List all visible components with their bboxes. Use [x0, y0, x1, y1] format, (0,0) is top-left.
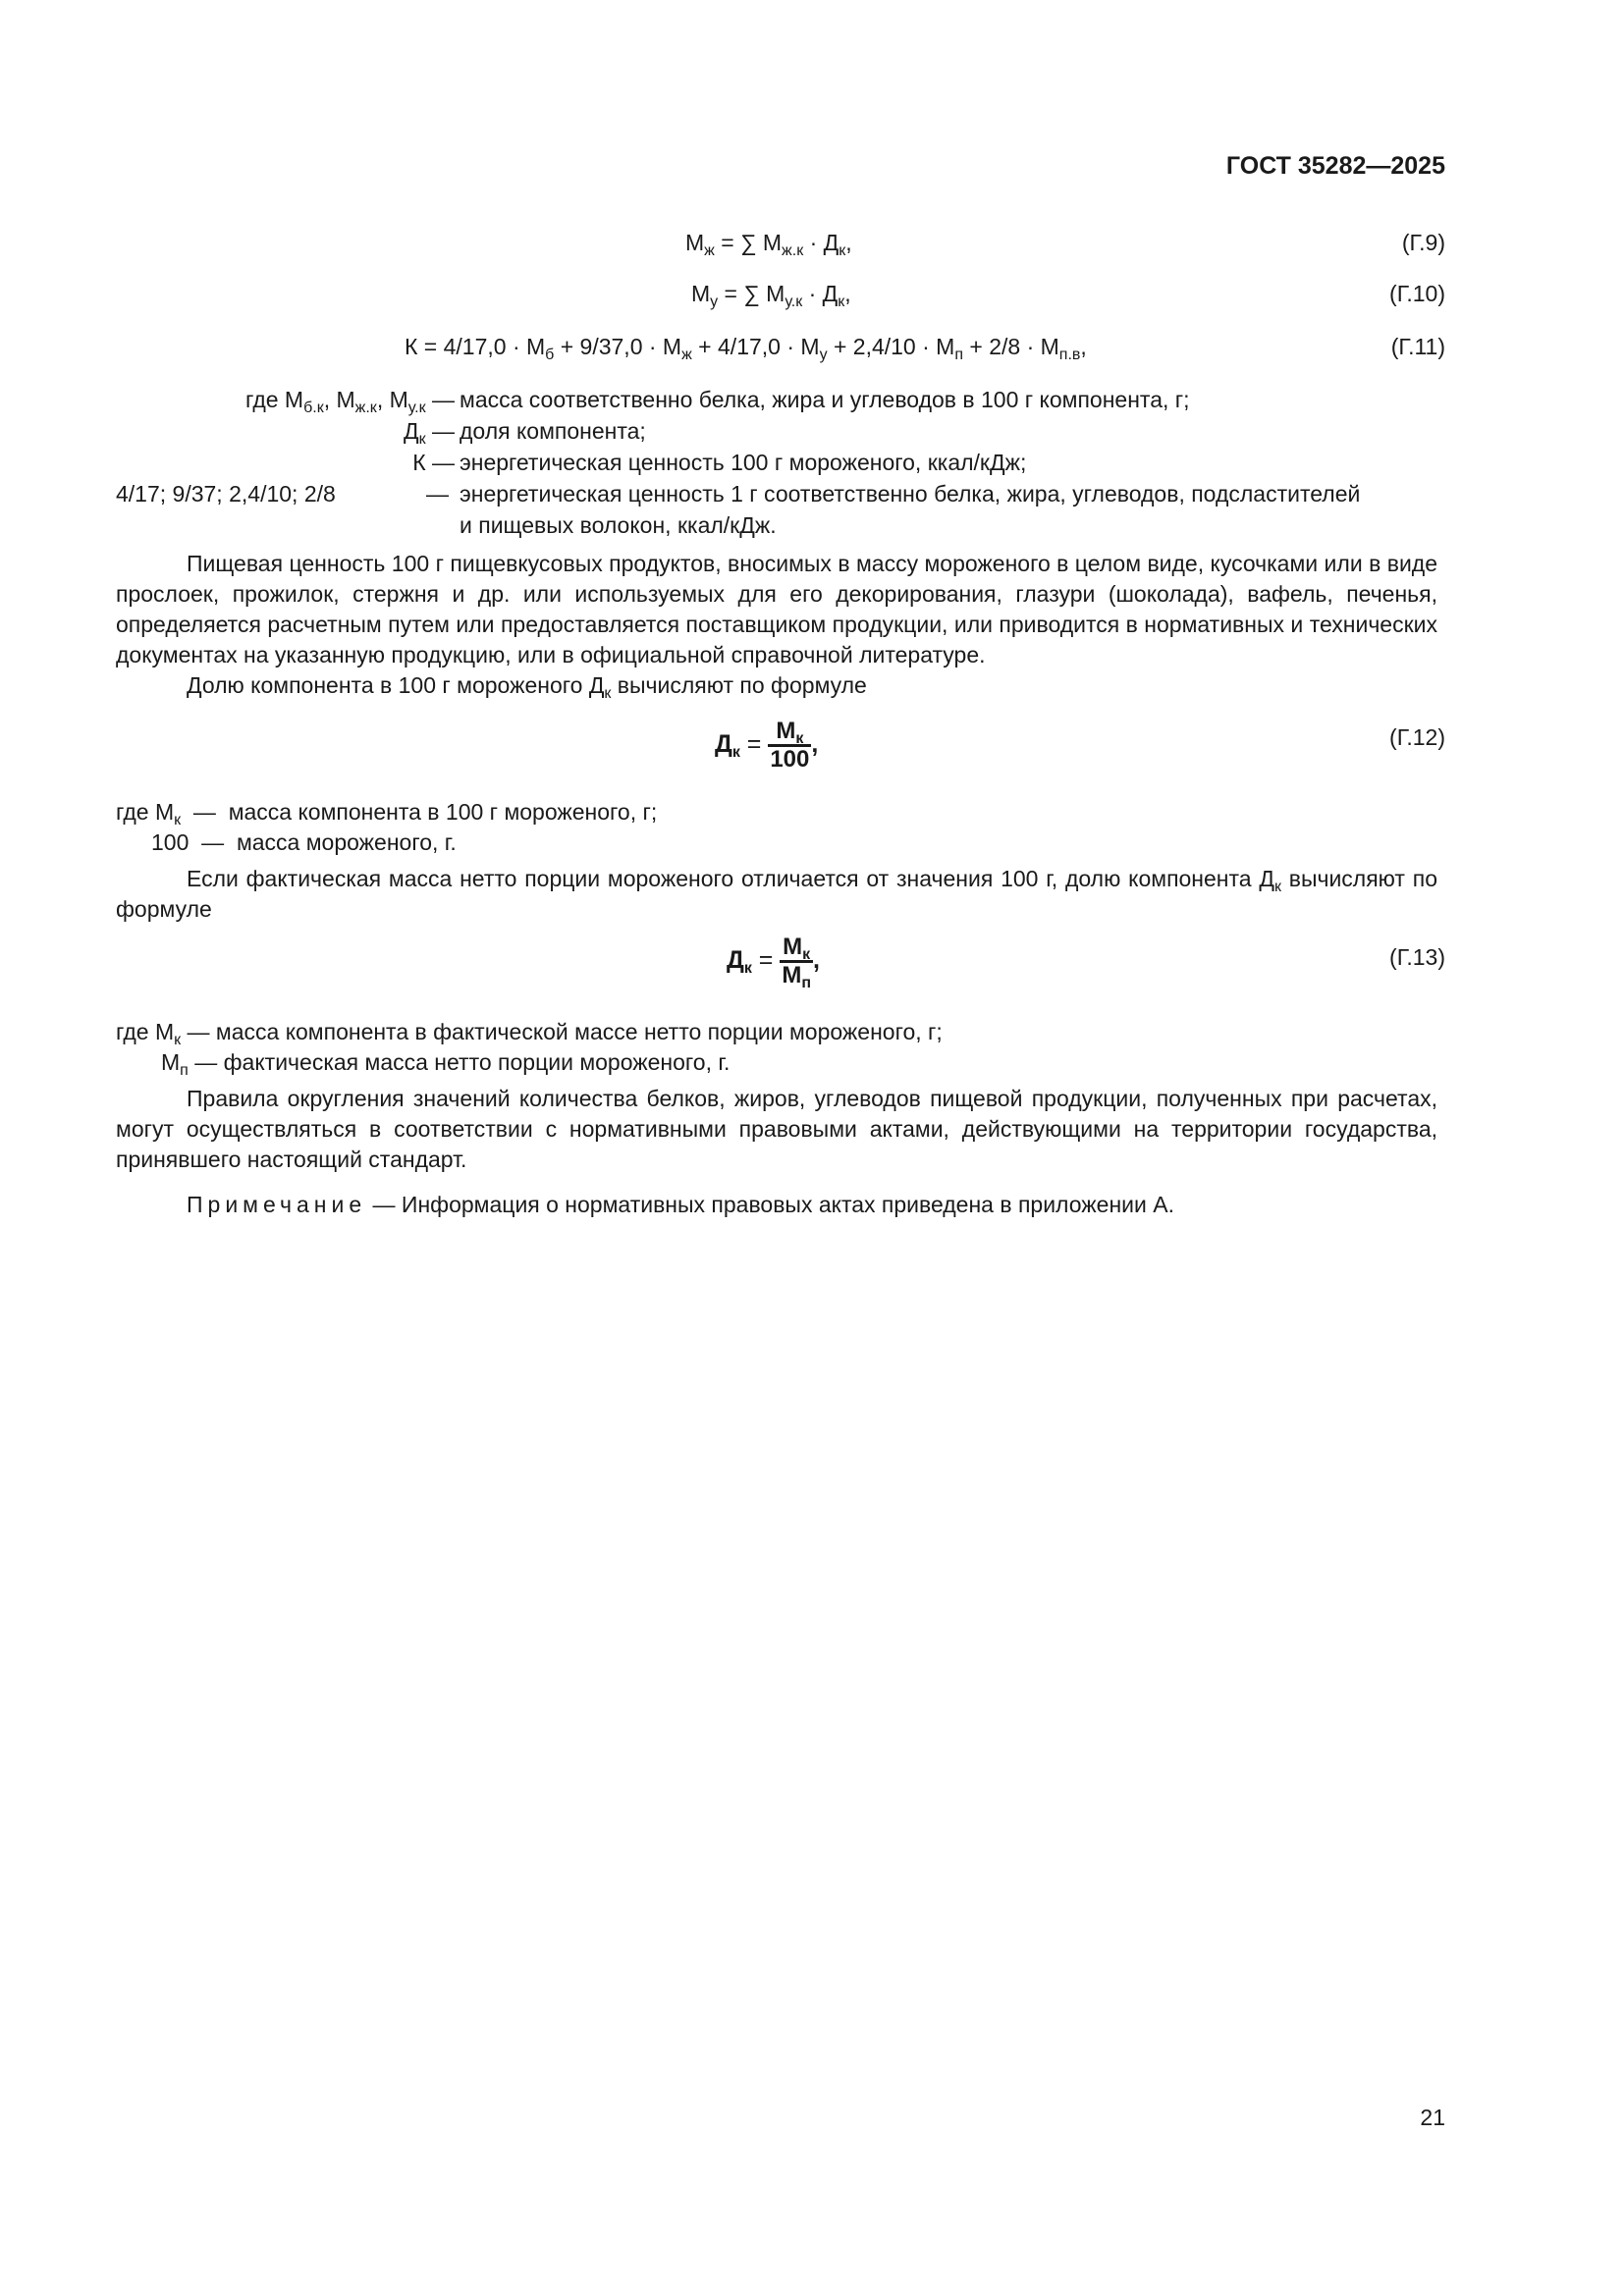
formula-g11-sub: п — [954, 347, 963, 363]
formula-g12-numerator — [768, 719, 811, 747]
formula-g11-part: К = 4/17,0 · М — [405, 334, 546, 359]
formula-g11-sub: п.в — [1058, 347, 1081, 363]
legend1-desc4a: энергетическая ценность 1 г соответственно белка, жира, углеводов, подсластителей — [460, 481, 1361, 507]
legend2-desc2: масса мороженого, г. — [236, 829, 457, 855]
legend2-sub1: к — [174, 812, 182, 828]
formula-g13-num-sub: к — [802, 945, 811, 963]
formula-g12-number: (Г.12) — [1389, 724, 1445, 750]
formula-g12-denominator: 100 — [770, 745, 810, 773]
formula-g10-mid: = ∑ М — [718, 281, 785, 306]
legend1-dash: — — [425, 450, 455, 475]
formula-g12-end: , — [811, 730, 819, 758]
formula-g11-part: + 4/17,0 · М — [691, 334, 820, 359]
legend1-sym3: К — [412, 450, 426, 475]
legend1-symbols-row1 — [245, 385, 455, 414]
paragraph-component-share — [187, 670, 867, 700]
page-number: 21 — [1420, 2105, 1445, 2130]
formula-g11-sub: ж — [681, 347, 692, 363]
legend1-sym4: 4/17; 9/37; 2,4/10; 2/8 — [116, 481, 336, 507]
legend2-where: где М — [116, 799, 175, 825]
formula-g12-num: М — [776, 717, 796, 744]
legend1-sep2: , М — [376, 387, 408, 412]
legend1-sep1: , М — [323, 387, 355, 412]
formula-g11-sub: б — [545, 347, 555, 363]
legend1-sub3: у.к — [407, 400, 426, 416]
formula-g10-lhs: М — [691, 281, 711, 306]
paragraph2-sub: к — [604, 685, 612, 702]
legend3-sym2-sub: п — [180, 1062, 189, 1079]
formula-g11-number: (Г.11) — [1390, 334, 1445, 359]
formula-g13-denominator — [780, 961, 813, 991]
legend3-where: где М — [116, 1019, 175, 1044]
legend3-desc1: — масса компонента в фактической массе нетто порции мороженого, г; — [187, 1019, 943, 1044]
formula-g12-lhs: Д — [715, 730, 732, 758]
paragraph3-sub: к — [1273, 879, 1281, 895]
legend1-sym2: Д — [404, 418, 419, 444]
paragraph-nutrition: Пищевая ценность 100 г пищевкусовых продуктов, вносимых в массу мороженого в целом виде, кусочками или в виде прослоек, прожилок, стержня и др. или используемых для его декорирования, глазури (шоколада), вафель, печенья, определяется расчетным путем или предоставляется поставщиком продукции, или приводится в нормативных и технических документах на указанную продукцию, или в официальной справочной литературе. — [116, 551, 1437, 667]
legend1-desc4b: и пищевых волокон, ккал/кДж. — [460, 512, 777, 538]
legend2-sym2: 100 — [151, 829, 189, 855]
legend3-sub1: к — [174, 1032, 182, 1048]
document-header: ГОСТ 35282—2025 — [1225, 152, 1445, 180]
formula-g9-lhs-sub: ж — [704, 242, 715, 259]
paragraph3-tail: вычисляют по формуле — [116, 866, 1437, 922]
formula-g11-part: + 2,4/10 · М — [827, 334, 955, 359]
legend1-desc2: доля компонента; — [460, 418, 646, 444]
formula-g9 — [685, 228, 852, 257]
formula-g9-lhs: М — [685, 230, 705, 255]
legend1-where: где М — [244, 387, 304, 412]
formula-g9-end: , — [845, 230, 852, 255]
legend3-row2 — [161, 1047, 730, 1077]
formula-g13 — [727, 931, 820, 989]
paragraph2-tail: вычисляют по формуле — [611, 672, 867, 698]
formula-g10-tail: · Д — [802, 281, 839, 306]
formula-g11-part: , — [1080, 334, 1087, 359]
legend1-sub2: ж.к — [354, 400, 377, 416]
formula-g13-den: М — [782, 961, 802, 988]
formula-g13-eq: = — [751, 946, 781, 974]
formula-g13-numerator — [780, 934, 813, 963]
legend3-desc2: — фактическая масса нетто порции мороженого, г. — [194, 1049, 731, 1075]
legend3-sym2: М — [161, 1049, 181, 1075]
legend3-row1 — [116, 1017, 943, 1046]
note — [187, 1190, 1174, 1219]
formula-g11 — [405, 332, 1087, 361]
legend1-desc3: энергетическая ценность 100 г мороженого, ккал/кДж; — [460, 450, 1027, 475]
formula-g12-num-sub: к — [795, 729, 804, 747]
formula-g13-fraction — [780, 933, 813, 991]
formula-g12-fraction — [768, 719, 811, 773]
formula-g10-end: , — [844, 281, 851, 306]
formula-g10-mid-sub: у.к — [785, 294, 803, 310]
legend1-sym2-sub: к — [418, 431, 426, 448]
formula-g10 — [691, 279, 851, 308]
legend1-dash: — — [425, 387, 455, 412]
formula-g10-tail-sub: к — [838, 294, 845, 310]
formula-g12-lhs-sub: к — [731, 744, 740, 761]
formula-g12-eq: = — [739, 730, 769, 758]
legend1-dash4: — — [426, 481, 449, 507]
formula-g13-den-sub: п — [801, 974, 811, 991]
legend2-row1 — [116, 797, 657, 827]
legend2-dash2: — — [189, 829, 237, 855]
formula-g11-sub: у — [819, 347, 828, 363]
formula-g9-tail: · Д — [803, 230, 839, 255]
formula-g13-lhs-sub: к — [743, 960, 752, 977]
legend1-desc1: масса соответственно белка, жира и углеводов в 100 г компонента, г; — [460, 387, 1190, 412]
formula-g9-tail-sub: к — [839, 242, 846, 259]
legend2-dash1: — — [181, 799, 229, 825]
formula-g11-part: + 9/37,0 · М — [554, 334, 682, 359]
legend1-symbols-row2 — [404, 416, 455, 446]
formula-g10-lhs-sub: у — [710, 294, 719, 310]
formula-g9-number: (Г.9) — [1401, 230, 1445, 255]
formula-g9-mid-sub: ж.к — [782, 242, 804, 259]
formula-g9-mid: = ∑ М — [714, 230, 783, 255]
formula-g13-lhs: Д — [727, 946, 744, 974]
note-text: — Информация о нормативных правовых актах приведена в приложении А. — [366, 1192, 1174, 1217]
formula-g10-number: (Г.10) — [1389, 281, 1445, 306]
paragraph2-text: Долю компонента в 100 г мороженого Д — [187, 672, 605, 698]
paragraph-rounding: Правила округления значений количества белков, жиров, углеводов пищевой продукции, полученных при расчетах, могут осуществляться в соответствии с нормативными правовыми актами, действующими на территории государства, принявшего настоящий стандарт. — [116, 1086, 1437, 1172]
legend1-dash: — — [425, 418, 455, 444]
legend2-row2 — [151, 828, 457, 857]
formula-g11-part: + 2/8 · М — [963, 334, 1059, 359]
paragraph-actual-mass — [116, 864, 1437, 925]
legend2-desc1: масса компонента в 100 г мороженого, г; — [228, 799, 658, 825]
legend1-sub1: б.к — [303, 400, 324, 416]
legend1-symbols-row3 — [412, 448, 455, 477]
paragraph3-text: Если фактическая масса нетто порции мороженого отличается от значения 100 г, долю компонента Д — [187, 866, 1274, 891]
formula-g12 — [715, 715, 818, 774]
note-label: Примечание — [187, 1192, 367, 1217]
formula-g13-number: (Г.13) — [1389, 944, 1445, 970]
formula-g13-end: , — [813, 946, 820, 974]
formula-g13-num: М — [783, 933, 803, 960]
